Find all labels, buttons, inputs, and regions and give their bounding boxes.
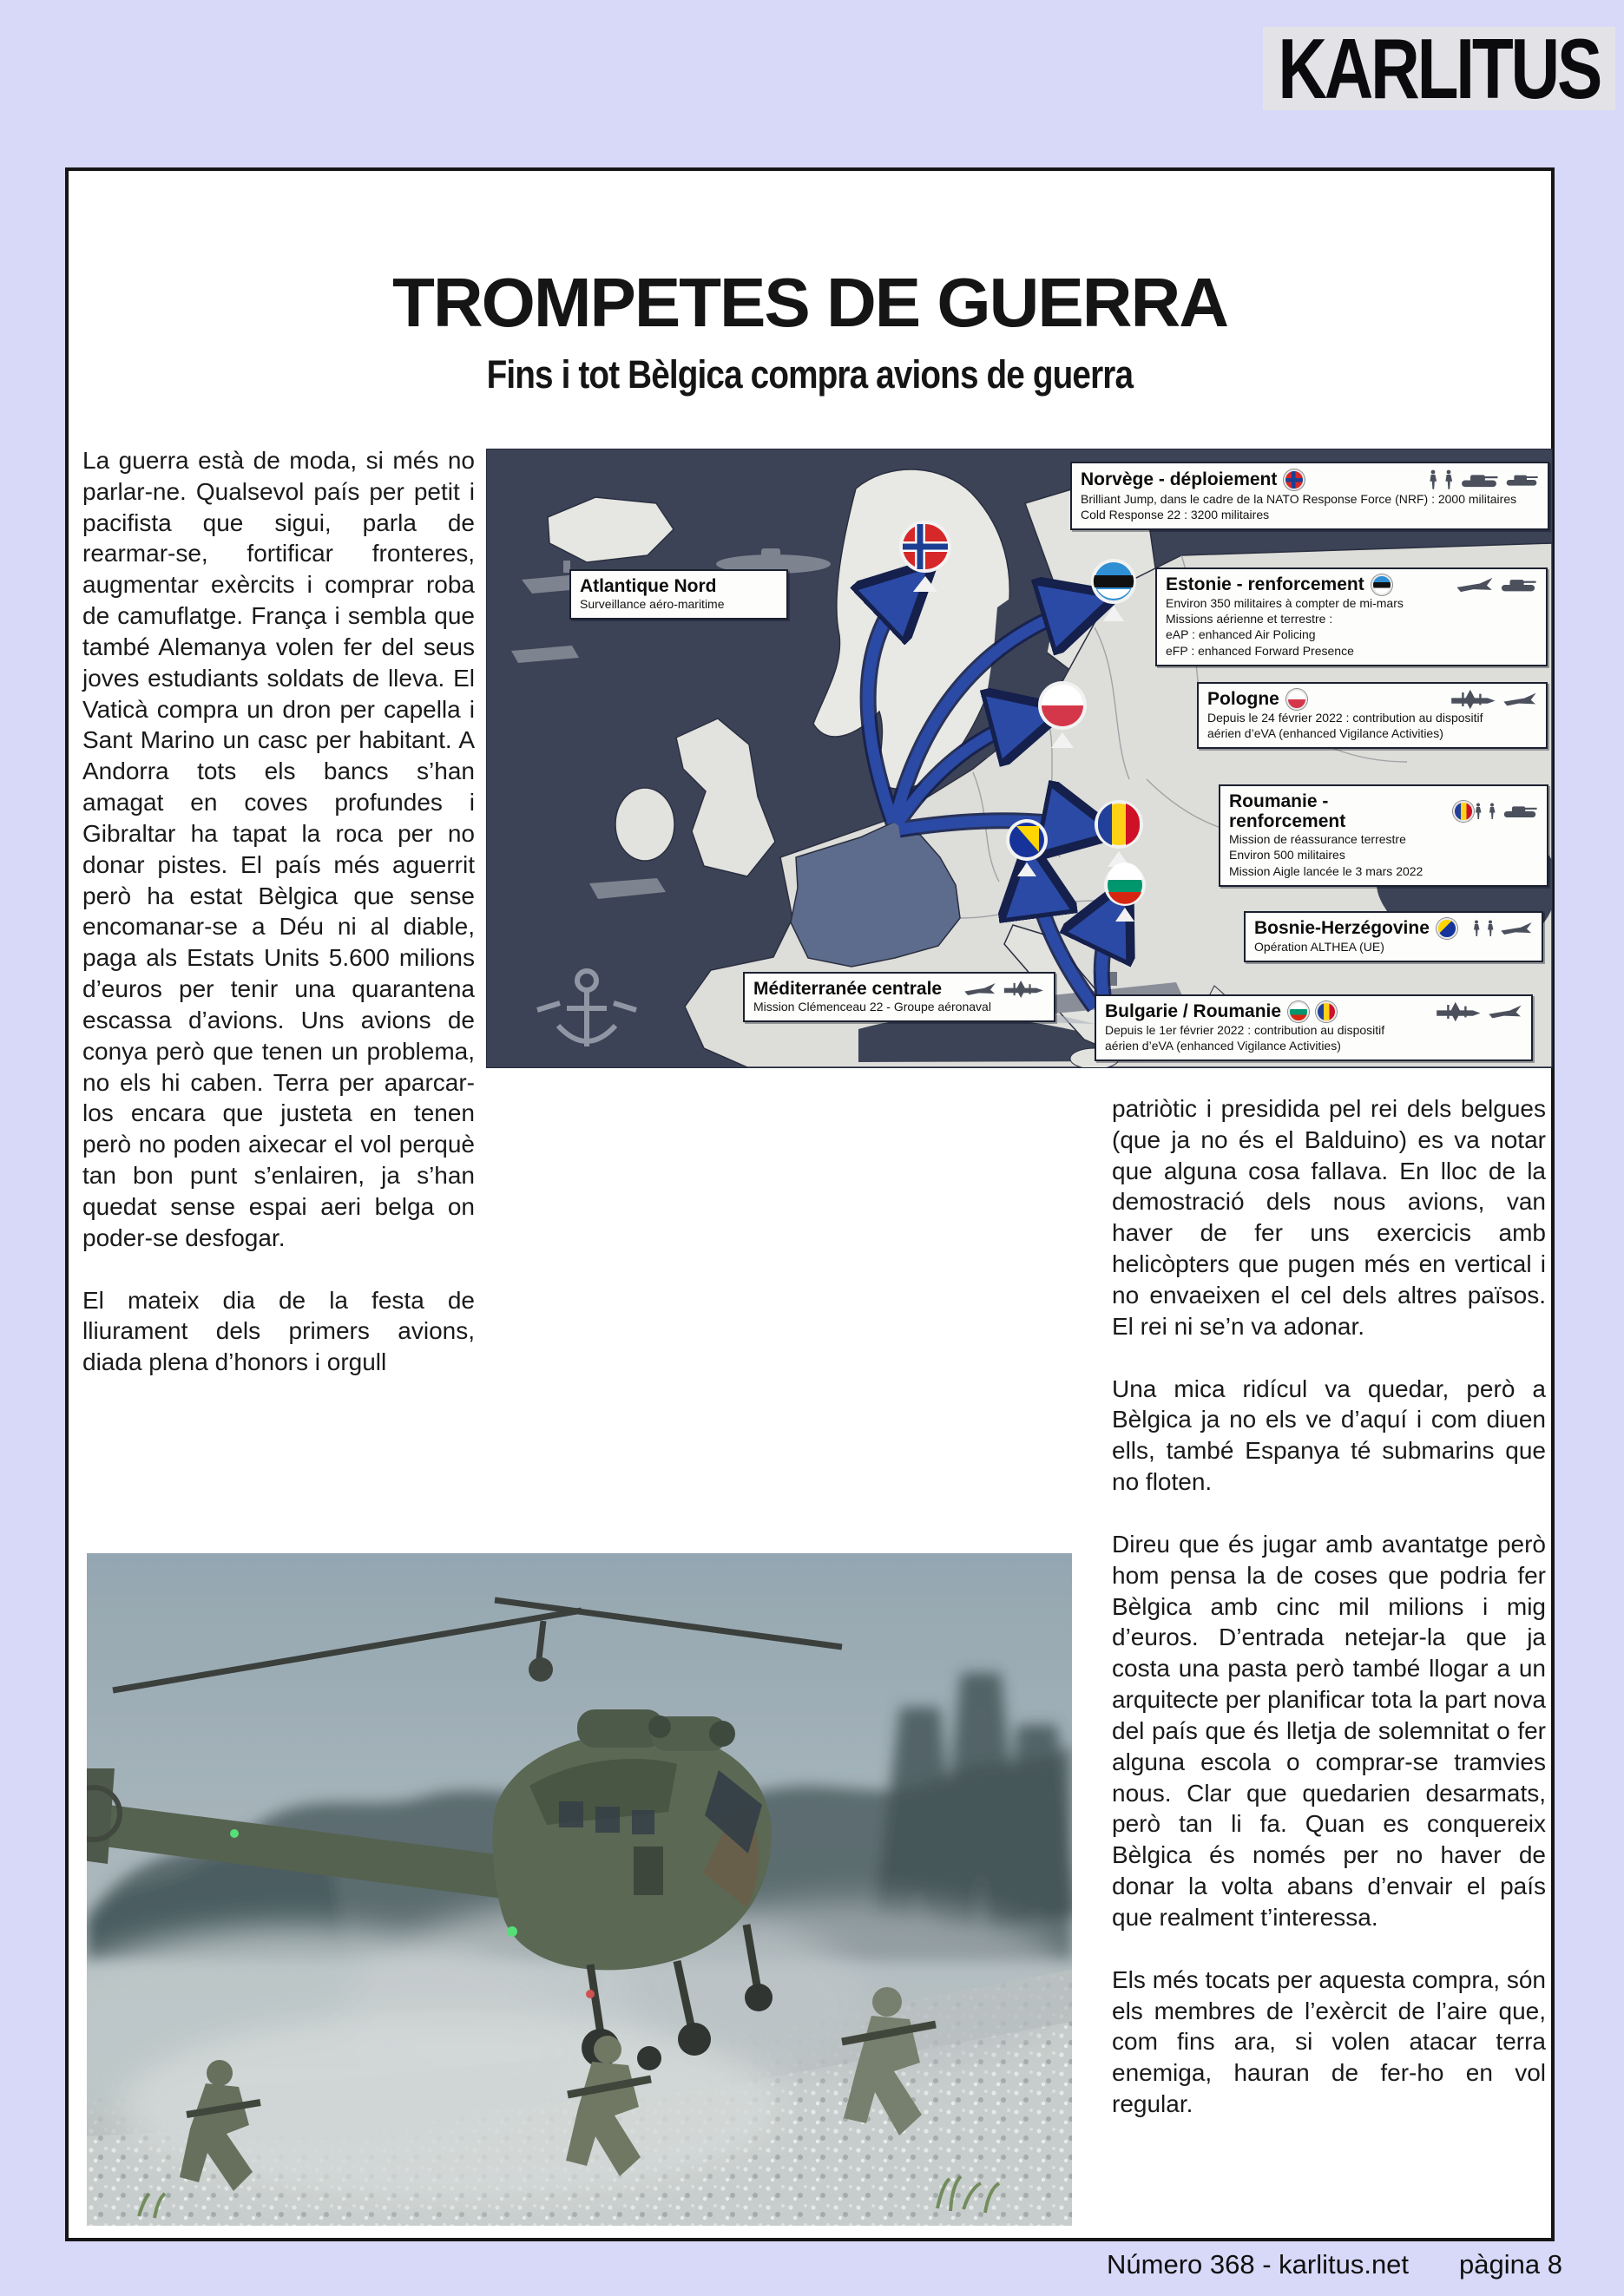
paragraph: Els més tocats per aquesta compra, són els membres de l’exèrcit de l’aire que, com fins ara, si volen atacar terra enemiga, hauran de fer-ho en vol regular.	[1112, 1965, 1546, 2118]
norway-flag-pin-icon	[1284, 469, 1305, 490]
paragraph: Direu que és jugar amb avantatge però hom pensa la de coses que podria fer Bèlgica amb cinc mil milions i mig d’euros. D’entrada netejar-la que ja costa una pasta però també llogar a un arquitecte per planificar tota la part nova del país que és lletja de solemnitat o fer alguna escola o comprar-se tramvies nous. Clar que quedarien desarmats, però tan li fa. Quan es conquereix Bèlgica és només per no haver de donar la volta abans d’envair el país que realment t’interessa.	[1112, 1530, 1546, 1931]
callout-norvege: Norvège - déploiement Brilliant Jump, dans le cadre de la NATO Response Force (NRF) : 2000 militaires Cold Response 22 : 3200 militaires	[1070, 462, 1549, 530]
callout-bosnie: Bosnie-Herzégovine Opération ALTHEA (UE)	[1244, 911, 1543, 962]
article-title: TROMPETES DE GUERRA	[391, 264, 1228, 341]
estonia-flag-pin-icon	[1371, 574, 1392, 595]
vehicle-icons	[1434, 1001, 1522, 1022]
paragraph: El mateix dia de la festa de lliurament dels primers avions, diada plena d’honors i orgull	[82, 1286, 475, 1376]
callout-atlantique: Atlantique Nord Surveillance aéro-maritime	[569, 569, 788, 620]
right-text-column	[1112, 1093, 1546, 2151]
callout-mediterranee: Méditerranée centrale Mission Clémenceau 22 - Groupe aéronaval	[743, 972, 1055, 1022]
bosnia-flag-pin-icon	[1437, 918, 1457, 939]
romania-flag-pin-icon	[1316, 1001, 1337, 1022]
paragraph: La guerra està de moda, si més no parlar-ne. Qualsevol país per petit i pacifista que sigui, parla de rearmar-se, fortificar fronteres, augmentar exèrcits i comprar roba de camuflatge. França i sembla que també Alemanya volen fer del seus joves estudiants soldats de lleva. El Vaticà compra un dron per capella i Sant Marino un casc per habitant. A Andorra tots els bancs s’han amagat en coves profundes i Gibraltar ha tapat la roca per no donar pistes. El país més aguerrit però ha estat Bèlgica que sense encomanar-se a Déu ni al diable, paga als Estats Units 5.600 milions d’euros per tenir una quarantena escassa d’avions. Uns avions de conya però que tenen un problema, no els hi caben. Terra per aparcar-los encara que justeta en tenen però no poden aixecar el vol perquè tan bon punt s’enlairen, ja s’han quedat sense espai aeri belga on poder-se desfogar.	[82, 447, 475, 1251]
romania-flag-pin-icon	[1453, 801, 1474, 822]
left-text-column	[82, 445, 475, 1409]
article-subtitle: Fins i tot Bèlgica compra avions de guerra	[486, 352, 1134, 397]
poland-flag-pin-icon	[1286, 689, 1307, 710]
magazine-logo-text: KARLITUS	[1278, 27, 1601, 110]
issue-number: Número 368 - karlitus.net	[1107, 2249, 1410, 2280]
helicopter-photo-art	[87, 1553, 1072, 2226]
vehicle-icons	[1456, 575, 1537, 594]
vehicle-icons	[1472, 918, 1533, 939]
callout-bulgarie: Bulgarie / Roumanie Depuis le 1er février 2022 : contribution au dispositif aérien d’eVA (enhanced Vigilance Activities)	[1095, 994, 1533, 1061]
vehicle-icons	[963, 980, 1045, 999]
paragraph: Una mica ridícul va quedar, però a Bèlgica ja no els ve d’aquí i com diuen ells, també Espanya té submarins que no floten.	[1112, 1374, 1546, 1496]
vehicle-icons	[1428, 469, 1539, 491]
vehicle-icons	[1474, 801, 1538, 822]
helicopter-photo	[87, 1553, 1072, 2226]
page-footer	[0, 2249, 1562, 2280]
magazine-logo	[1263, 27, 1615, 110]
callout-title: Atlantique Nord	[580, 576, 717, 596]
vehicle-icons	[1449, 689, 1537, 710]
page-number: pàgina 8	[1459, 2249, 1562, 2280]
callout-estonie: Estonie - renforcement Environ 350 militaires à compter de mi-mars Missions aérienne et terrestre : eAP : enhanced Air Policing eFP : enhanced Forward Presence	[1155, 567, 1548, 666]
callout-roumanie: Roumanie - renforcement Mission de réassurance terrestre Environ 500 militaires Mission Aigle lancée le 3 mars 2022	[1219, 784, 1548, 887]
callout-pologne: Pologne Depuis le 24 février 2022 : contribution au dispositif aérien d’eVA (enhanced Vigilance Activities)	[1197, 682, 1548, 749]
paragraph: patriòtic i presidida pel rei dels belgues (que ja no és el Balduino) es va notar que alguna cosa fallava. En lloc de la demostració dels nous avions, van haver de fer uns exercicis amb helicòpters que pugen més en vertical i no envaeixen el cel dels altres països. El rei ni se’n va adonar.	[1112, 1095, 1546, 1340]
bulgaria-flag-pin-icon	[1288, 1001, 1309, 1022]
page-content-frame	[65, 167, 1555, 2241]
article-subtitle-wrap	[69, 352, 1551, 397]
nato-deployment-map	[486, 449, 1553, 1068]
